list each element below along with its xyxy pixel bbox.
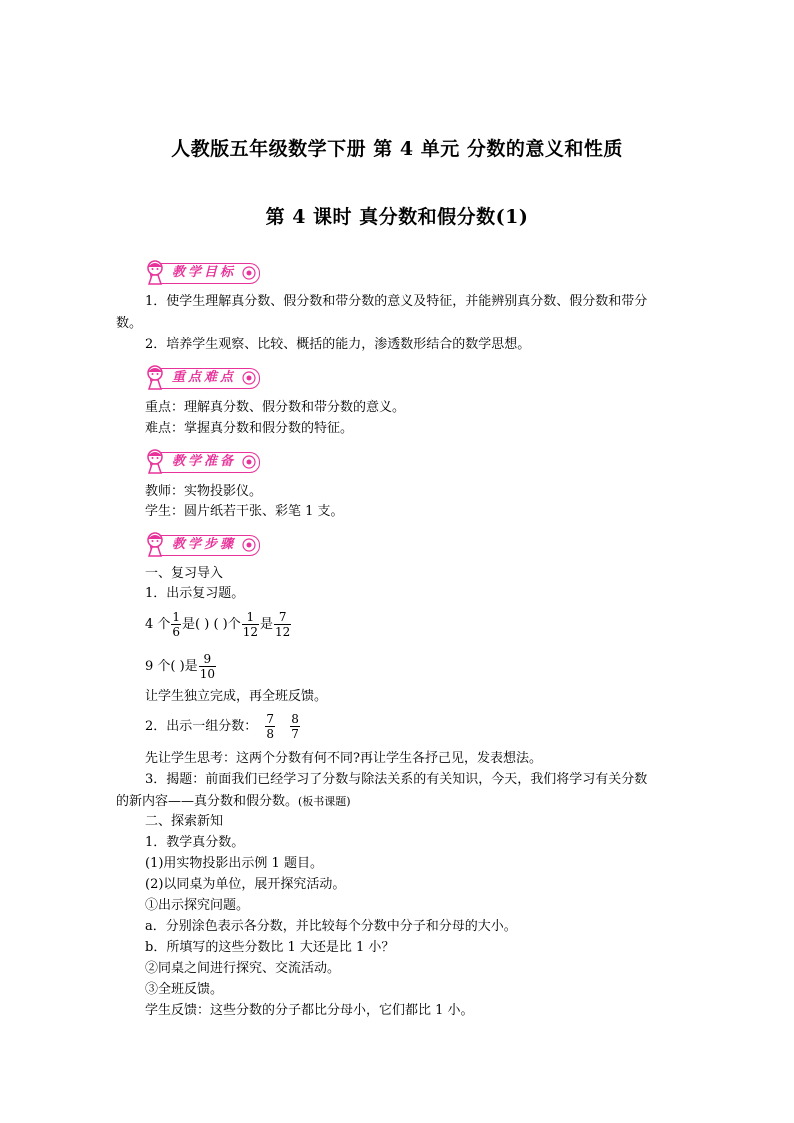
goal-1-line-b: 数。: [116, 316, 143, 331]
prep-student: 学生：圆片纸若干张、彩笔 1 支。: [145, 504, 344, 519]
target-icon: [242, 455, 256, 469]
prep-teacher: 教师：实物投影仪。: [145, 484, 263, 499]
step-2-1: 1．教学真分数。: [145, 835, 245, 850]
inquiry-a: a．分别涂色表示各分数，并比较每个分数中分子和分母的大小。: [145, 919, 517, 934]
banner-label: 教学步骤: [172, 537, 237, 552]
girl-mascot-icon: [144, 531, 168, 557]
section-banner-steps: [144, 531, 262, 557]
section-banner-goals: [144, 259, 262, 285]
section-banner-key: [144, 364, 262, 390]
fraction: $\frac{9}{10}$: [199, 652, 215, 681]
banner-label: 重点难点: [172, 370, 237, 385]
review-question-1: 4 个 $\frac{1}{6}$ 是( ) ( )个 $\frac{1}{12}$ 是 $\frac{7}{12}$: [145, 610, 291, 639]
girl-mascot-icon: [144, 448, 168, 474]
document-title: 人教版五年级数学下册 第 4 单元 分数的意义和性质: [171, 138, 623, 160]
fraction: $\frac{7}{8}$: [266, 712, 275, 741]
inquiry-b: b．所填写的这些分数比 1 大还是比 1 小？: [145, 940, 395, 955]
inquiry-2: ②同桌之间进行探究、交流活动。: [145, 961, 341, 976]
fraction: $\frac{8}{7}$: [291, 712, 299, 741]
girl-mascot-icon: [144, 259, 168, 285]
inquiry-3: ③全班反馈。: [145, 982, 224, 997]
fraction: $\frac{1}{12}$: [242, 610, 259, 639]
goal-2: 2．培养学生观察、比较、概括的能力，渗透数形结合的数学思想。: [145, 337, 531, 352]
key-difficulty: 难点：掌握真分数和假分数的特征。: [145, 421, 354, 436]
step-1-heading: 一、复习导入: [145, 566, 224, 581]
target-icon: [242, 538, 256, 552]
step-2-heading: 二、探索新知: [145, 814, 224, 829]
target-icon: [242, 266, 256, 280]
step-1-3-line-a: 3．揭题：前面我们已经学习了分数与除法关系的有关知识，今天，我们将学习有关分数: [145, 772, 648, 787]
target-icon: [242, 371, 256, 385]
review-feedback: 让学生独立完成，再全班反馈。: [145, 689, 328, 704]
goal-1-line-a: 1．使学生理解真分数、假分数和带分数的意义及特征，并能辨别真分数、假分数和带分: [145, 294, 648, 309]
inquiry-1: ①出示探究问题。: [145, 898, 250, 913]
step-1-1: 1．出示复习题。: [145, 586, 245, 601]
key-focus: 重点：理解真分数、假分数和带分数的意义。: [145, 400, 406, 415]
banner-label: 教学准备: [172, 454, 237, 469]
think-prompt: 先让学生思考：这两个分数有何不同?再让学生各抒己见，发表想法。: [145, 751, 542, 766]
fraction: $\frac{7}{12}$: [275, 610, 291, 639]
banner-label: 教学目标: [172, 265, 237, 280]
lesson-subtitle: 第 4 课时 真分数和假分数(1): [265, 206, 529, 228]
board-note: (板书课题): [298, 795, 351, 808]
fraction: $\frac{1}{6}$: [172, 610, 181, 639]
girl-mascot-icon: [144, 364, 168, 390]
step-2-1-1: (1)用实物投影出示例 1 题目。: [145, 856, 323, 871]
step-2-1-2: (2)以同桌为单位，展开探究活动。: [145, 877, 346, 892]
section-banner-prep: [144, 448, 262, 474]
step-1-2: 2．出示一组分数： $\frac{7}{8}$ $\frac{8}{7}$: [145, 712, 299, 741]
step-1-3-line-b: 的新内容——真分数和假分数。(板书课题): [116, 794, 351, 809]
review-question-2: 9 个( )是 $\frac{9}{10}$: [145, 652, 215, 681]
student-feedback: 学生反馈：这些分数的分子都比分母小，它们都比 1 小。: [145, 1003, 474, 1018]
